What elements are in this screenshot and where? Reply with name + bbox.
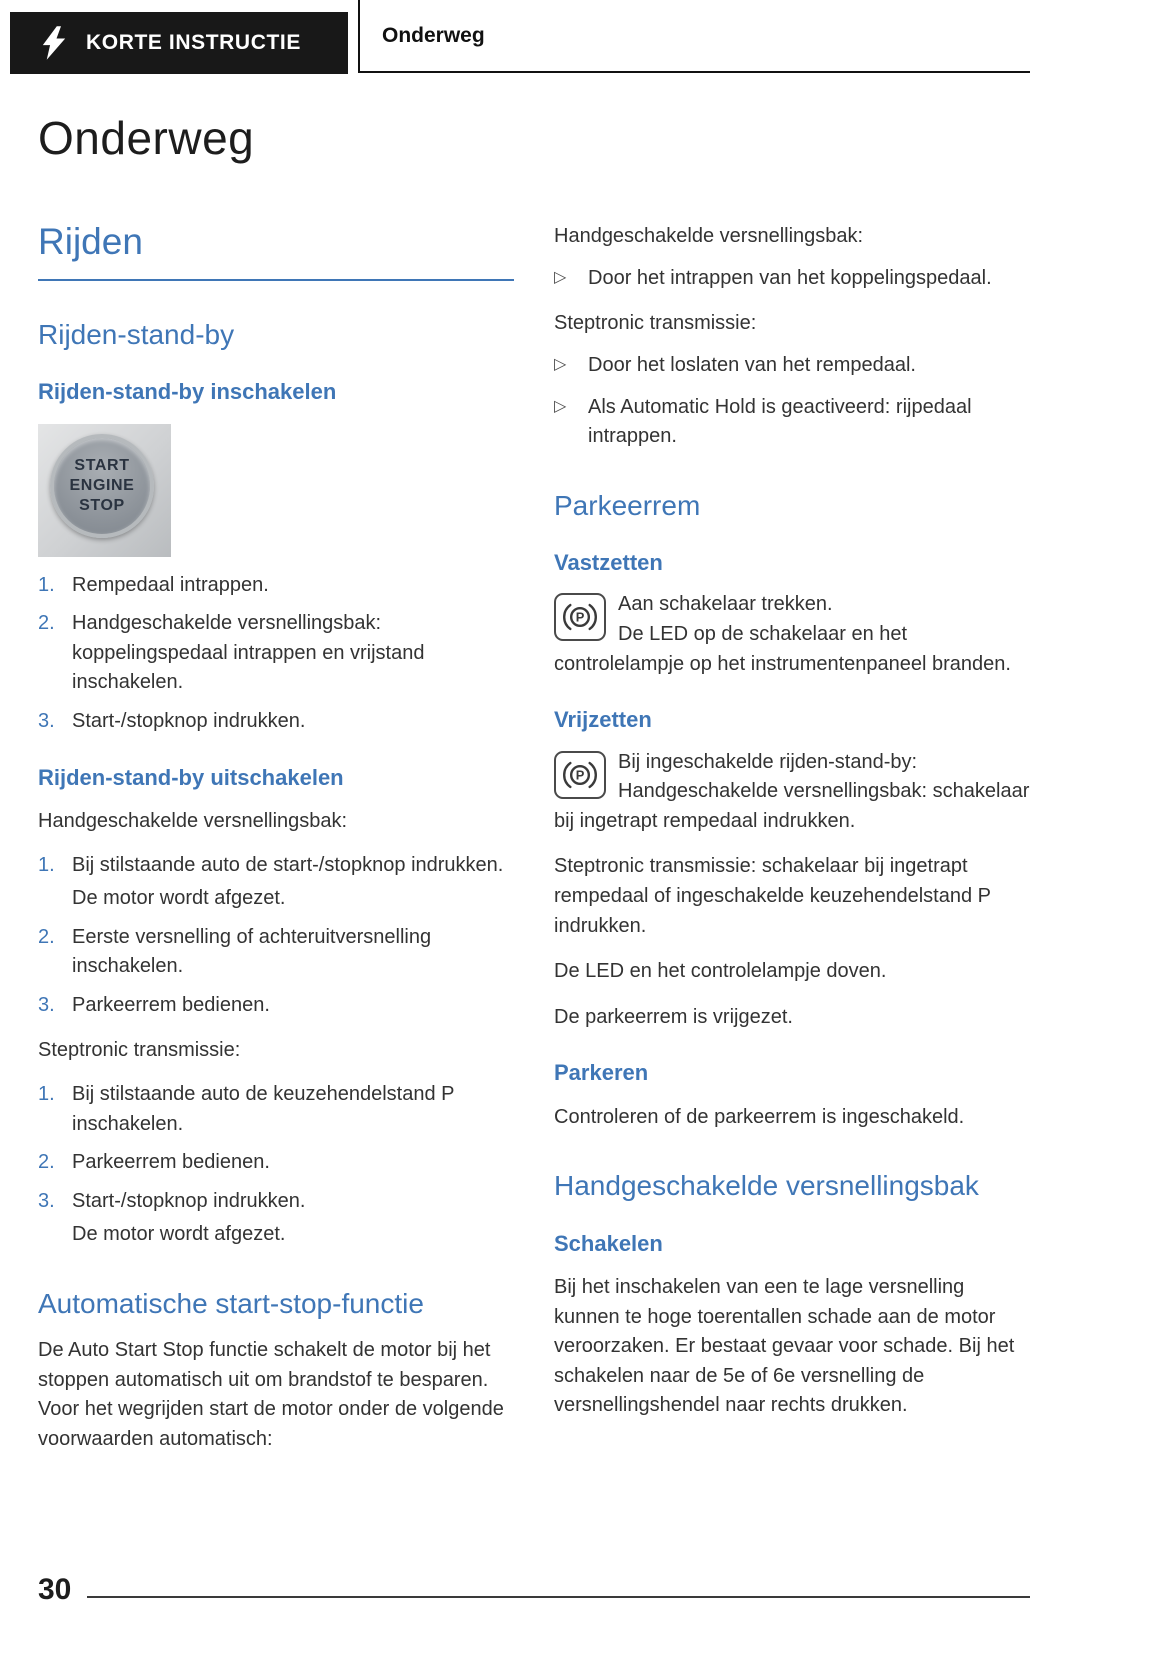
heading-rijden-stand-by-uitschakelen: Rijden-stand-by uitschakelen [38, 764, 344, 790]
two-column-layout [38, 216, 1030, 1454]
bullet-item [554, 351, 1030, 381]
list-number: 1. [38, 853, 55, 876]
list-number: 3. [38, 1189, 55, 1212]
parkeren-paragraph: Controleren of de parkeerrem is ingeschakeld. [554, 1105, 965, 1128]
uitschakelen-manual-steps [38, 851, 514, 1021]
parking-brake-letter: P [575, 767, 585, 783]
heading-automatische-start-stop: Automatische start-stop-functie [38, 1288, 424, 1320]
vrijzetten-led-paragraph: De LED en het controlelampje doven. [554, 960, 887, 983]
vastzetten-line: Aan schakelaar trekken. [618, 593, 833, 616]
list-number: 3. [38, 709, 55, 732]
triangle-bullet-icon: ▷ [554, 397, 567, 415]
heading-parkeerrem: Parkeerrem [554, 489, 701, 521]
list-item [38, 1148, 514, 1178]
list-item-main: Bij stilstaande auto de start-/stopknop indrukken. [72, 853, 504, 876]
list-number: 2. [38, 612, 55, 635]
list-number: 1. [38, 1083, 55, 1106]
list-item-text: Rempedaal intrappen. [72, 573, 269, 596]
list-item-main: Start-/stopknop indrukken. [72, 1189, 306, 1212]
chapter-badge [10, 12, 348, 74]
list-number: 1. [38, 573, 55, 596]
list-item-text: Handgeschakelde versnellingsbak: koppelingspedaal intrappen en vrijstand inschakelen. [72, 612, 425, 694]
schakelen-paragraph: Bij het inschakelen van een te lage versnelling kunnen te hoge toerentallen schade aan de motor veroorzaken. Er bestaat gevaar voor schade. Bij het schakelen naar de 5e of 6e versnelling de versnellingshendel naar rechts drukken. [554, 1275, 1015, 1417]
vrijzetten-steptronic-paragraph: Steptronic transmissie: schakelaar bij ingetrapt rempedaal of ingeschakelde keuzehendelstand P indrukken. [554, 855, 991, 937]
heading-vrijzetten: Vrijzetten [554, 707, 652, 733]
header-section-label: Onderweg [382, 23, 485, 47]
heading-vastzetten: Vastzetten [554, 550, 663, 576]
list-item-text: Start-/stopknop indrukken. [72, 709, 306, 732]
parking-brake-icon [554, 593, 606, 641]
manual-gearbox-label: Handgeschakelde versnellingsbak: [554, 225, 864, 248]
list-item-text [72, 1187, 514, 1250]
list-item-text: Parkeerrem bedienen. [72, 993, 270, 1016]
heading-handgeschakelde-versnellingsbak: Handgeschakelde versnellingsbak [554, 1170, 979, 1202]
auto-start-stop-paragraph: De Auto Start Stop functie schakelt de motor bij het stoppen automatisch uit om brandstof te besparen. Voor het wegrijden start de motor onder de volgende voorwaarden automatisch: [38, 1339, 504, 1451]
header-section [358, 0, 1030, 73]
page-content [0, 74, 1165, 1455]
uitschakelen-steptronic-steps [38, 1080, 514, 1250]
start-engine-stop-image [38, 424, 171, 557]
vastzetten-instructions [554, 590, 1030, 679]
triangle-bullet-icon: ▷ [554, 268, 567, 286]
triangle-bullet-icon: ▷ [554, 356, 567, 374]
page-title: Onderweg [38, 112, 255, 164]
list-item-subtext: De motor wordt afgezet. [72, 1223, 286, 1246]
list-item [38, 1080, 514, 1139]
list-item [38, 923, 514, 982]
list-item [38, 609, 514, 698]
vastzetten-line: De LED op de schakelaar en het controlelampje op het instrumentenpaneel branden. [554, 623, 1011, 675]
footer-rule [87, 1596, 1030, 1598]
bullet-item [554, 264, 1030, 294]
vrijzetten-line: Handgeschakelde versnellingsbak: schakelaar bij ingetrapt rempedaal indrukken. [554, 780, 1030, 832]
heading-rijden-stand-by: Rijden-stand-by [38, 318, 235, 350]
left-column [38, 216, 514, 1454]
heading-parkeren: Parkeren [554, 1060, 649, 1086]
list-item [38, 707, 514, 737]
parking-brake-letter: P [575, 610, 585, 626]
vrijzetten-line: Bij ingeschakelde rijden-stand-by: [618, 750, 918, 773]
chapter-badge-label: KORTE INSTRUCTIE [86, 31, 301, 54]
bullet-text: Als Automatic Hold is geactiveerd: rijpedaal intrappen. [588, 395, 972, 448]
list-item [38, 991, 514, 1021]
page-number: 30 [38, 1573, 72, 1606]
list-item-subtext: De motor wordt afgezet. [72, 887, 286, 910]
vrijzetten-instructions [554, 748, 1030, 837]
heading-schakelen: Schakelen [554, 1230, 663, 1256]
list-item [38, 571, 514, 601]
section-heading-rijden: Rijden [38, 222, 514, 281]
start-engine-stop-button-illustration [50, 434, 154, 538]
bullet-item [554, 393, 1030, 452]
bullet-text: Door het intrappen van het koppelingspedaal. [588, 266, 992, 289]
list-number: 3. [38, 993, 55, 1016]
list-item-text: Eerste versnelling of achteruitversnelling inschakelen. [72, 925, 432, 978]
heading-rijden-stand-by-inschakelen: Rijden-stand-by inschakelen [38, 379, 337, 405]
list-number: 2. [38, 925, 55, 948]
page-footer [38, 1575, 1030, 1605]
right-column [554, 216, 1030, 1454]
start-button-line: ENGINE [69, 476, 135, 494]
list-item-text: Bij stilstaande auto de keuzehendelstand P inschakelen. [72, 1083, 455, 1135]
start-button-line: START [74, 456, 130, 474]
vrijzetten-released-paragraph: De parkeerrem is vrijgezet. [554, 1005, 793, 1028]
list-item [38, 851, 514, 914]
steptronic-label: Steptronic transmissie: [38, 1039, 241, 1062]
list-item [38, 1187, 514, 1250]
steptronic-label: Steptronic transmissie: [554, 312, 757, 335]
quick-instruction-lightning-icon [40, 26, 68, 60]
inschakelen-steps [38, 571, 514, 737]
list-number: 2. [38, 1151, 55, 1174]
manual-gearbox-label: Handgeschakelde versnellingsbak: [38, 809, 348, 832]
list-item-text [72, 851, 514, 914]
bullet-text: Door het loslaten van het rempedaal. [588, 354, 916, 377]
parking-brake-icon [554, 751, 606, 799]
list-item-text: Parkeerrem bedienen. [72, 1151, 270, 1174]
page-header [0, 0, 1165, 74]
start-button-line: STOP [79, 496, 125, 514]
